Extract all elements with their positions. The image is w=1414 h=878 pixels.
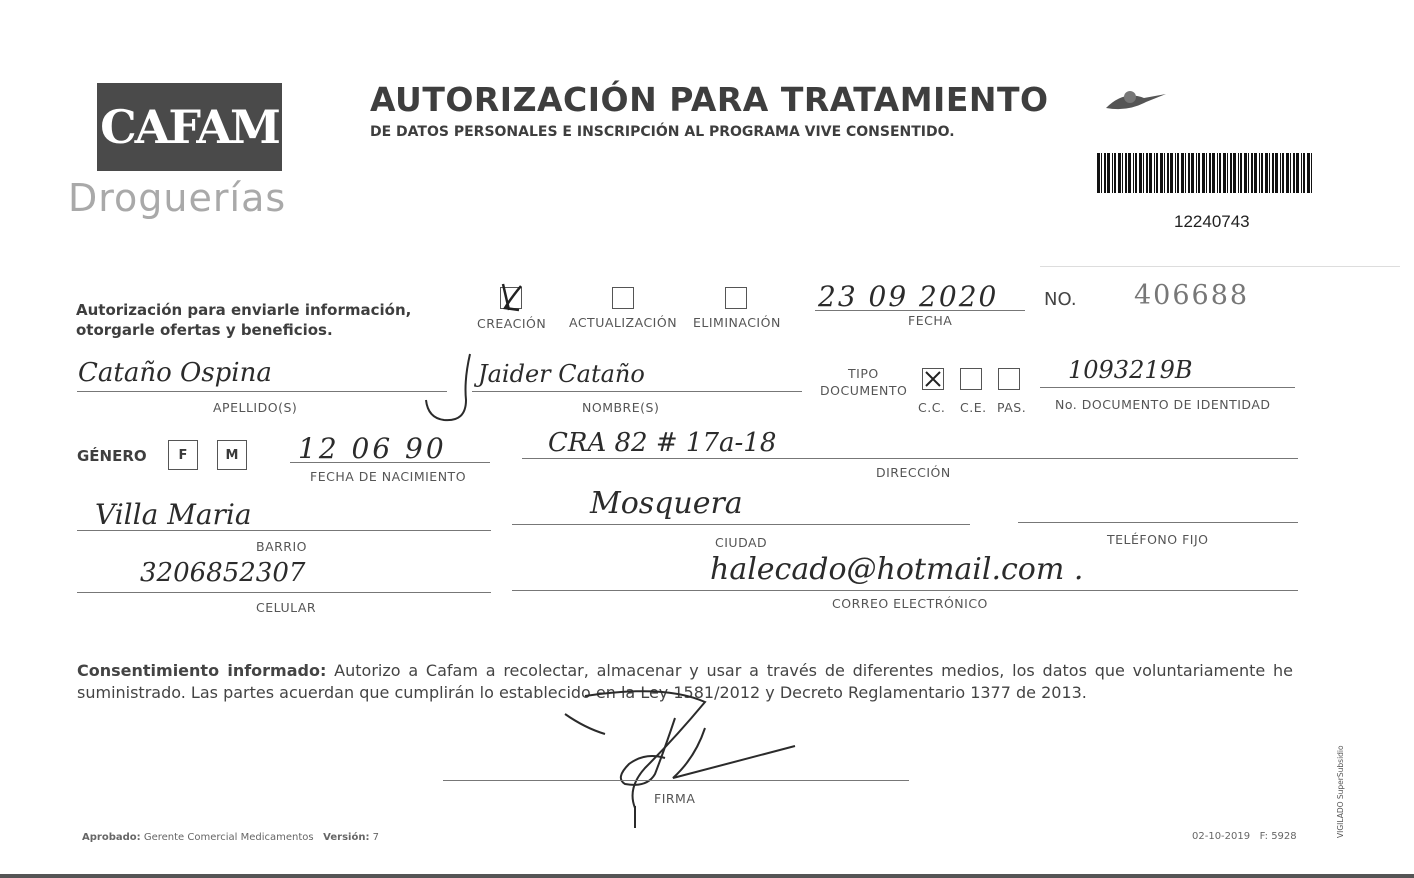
barcode-bar	[1101, 153, 1102, 193]
consent-bold: Consentimiento informado:	[77, 661, 327, 680]
barcode-bar	[1259, 153, 1260, 193]
barcode-bar	[1104, 153, 1106, 193]
nacimiento-label: FECHA DE NACIMIENTO	[310, 469, 467, 484]
ciudad-label: CIUDAD	[715, 535, 768, 550]
creacion-label: CREACIÓN	[477, 316, 547, 331]
barcode-bar	[1269, 153, 1270, 193]
barcode-bar	[1135, 153, 1137, 193]
ce-label: C.E.	[960, 400, 987, 415]
ciudad-value[interactable]: Mosquera	[590, 486, 743, 521]
telefono-line	[1018, 522, 1298, 523]
barcode-bar	[1296, 153, 1299, 193]
barcode-bar	[1265, 153, 1268, 193]
genero-m-checkbox[interactable]	[217, 440, 247, 470]
barcode-bar	[1301, 153, 1302, 193]
barcode-bar	[1272, 153, 1274, 193]
barcode-bar	[1185, 153, 1186, 193]
documento-value[interactable]: 1093219B	[1068, 356, 1193, 384]
ciudad-line	[512, 524, 970, 525]
apellidos-label: APELLIDO(S)	[213, 400, 298, 415]
barcode-bar	[1146, 153, 1148, 193]
barcode-icon	[1097, 153, 1315, 193]
tipo-label-1: TIPO	[848, 366, 879, 381]
barcode-bar	[1307, 153, 1310, 193]
eliminacion-label: ELIMINACIÓN	[693, 315, 781, 330]
check-mark-icon	[923, 369, 945, 391]
barcode-bar	[1238, 153, 1239, 193]
numero-label: NO.	[1044, 289, 1077, 310]
barcode-bar	[1202, 153, 1205, 193]
nombres-label: NOMBRE(S)	[582, 400, 660, 415]
barcode-bar	[1175, 153, 1176, 193]
barcode-bar	[1128, 153, 1131, 193]
logo-text: CAFAM	[100, 100, 279, 154]
barcode-bar	[1181, 153, 1184, 193]
direccion-line	[522, 458, 1298, 459]
barcode-bar	[1290, 153, 1291, 193]
actualizacion-label: ACTUALIZACIÓN	[569, 315, 678, 330]
eliminacion-checkbox[interactable]	[725, 287, 747, 309]
genero-f-label: F	[178, 447, 188, 463]
barcode-bar	[1240, 153, 1242, 193]
barcode-bar	[1254, 153, 1257, 193]
fecha-line	[815, 310, 1025, 311]
barcode-bar	[1125, 153, 1127, 193]
barcode-bar	[1230, 153, 1232, 193]
drogerias-wordmark: Droguerías	[68, 176, 287, 220]
barcode-bar	[1223, 153, 1226, 193]
fecha-label: FECHA	[908, 313, 953, 328]
barcode-bar	[1160, 153, 1163, 193]
vigilado-stamp	[1334, 718, 1346, 838]
direccion-value[interactable]: CRA 82 # 17a-18	[548, 428, 777, 458]
footer-form: F: 5928	[1259, 831, 1297, 842]
documento-label: No. DOCUMENTO DE IDENTIDAD	[1055, 397, 1271, 412]
barcode-bar	[1227, 153, 1228, 193]
barcode-bar	[1097, 153, 1100, 193]
barcode-bar	[1118, 153, 1121, 193]
footer-date-value: 02-10-2019	[1192, 831, 1251, 842]
barcode-number: 12240743	[1174, 212, 1250, 231]
barcode-bar	[1233, 153, 1236, 193]
barcode-bar	[1282, 153, 1284, 193]
barcode-bar	[1122, 153, 1123, 193]
barcode-bar	[1286, 153, 1289, 193]
cafam-logo	[97, 83, 282, 171]
creacion-checkbox[interactable]	[500, 287, 522, 309]
intro-line-1: Autorización para enviarle información,	[76, 301, 412, 319]
fecha-value[interactable]: 23 09 2020	[818, 280, 999, 313]
firma-line	[443, 780, 909, 781]
nacimiento-line	[290, 462, 490, 463]
celular-label: CELULAR	[256, 600, 317, 615]
version-value: 7	[372, 832, 380, 843]
check-mark-icon	[497, 280, 525, 314]
genero-label: GÉNERO	[77, 447, 147, 465]
barcode-bar	[1275, 153, 1278, 193]
form-subtitle: DE DATOS PERSONALES E INSCRIPCIÓN AL PROGRAMA VIVE CONSENTIDO.	[370, 124, 955, 140]
actualizacion-checkbox[interactable]	[612, 287, 634, 309]
apellidos-value[interactable]: Cataño Ospina	[78, 358, 272, 388]
barcode-bar	[1196, 153, 1197, 193]
handwriting-stroke	[420, 350, 480, 426]
barcode-bar	[1177, 153, 1179, 193]
barcode-bar	[1164, 153, 1165, 193]
barcode-bar	[1198, 153, 1200, 193]
barrio-line	[77, 530, 491, 531]
nacimiento-value[interactable]: 12 06 90	[298, 432, 447, 465]
barcode-bar	[1156, 153, 1158, 193]
barrio-value[interactable]: Villa Maria	[95, 498, 252, 531]
nombres-line	[472, 391, 802, 392]
telefono-label: TELÉFONO FIJO	[1107, 532, 1209, 547]
barcode-bar	[1167, 153, 1169, 193]
apellidos-line	[77, 391, 447, 392]
barcode-bar	[1114, 153, 1116, 193]
nombres-value[interactable]: Jaider Cataño	[478, 360, 645, 388]
barcode-bar	[1206, 153, 1207, 193]
barcode-bar	[1280, 153, 1281, 193]
barcode-bar	[1261, 153, 1263, 193]
celular-value[interactable]: 3206852307	[140, 558, 306, 588]
barcode-bar	[1293, 153, 1295, 193]
ce-checkbox[interactable]	[960, 368, 982, 390]
barcode-bar	[1219, 153, 1221, 193]
divider	[1040, 266, 1400, 267]
barcode-bar	[1107, 153, 1110, 193]
genero-f-checkbox[interactable]	[168, 440, 198, 470]
footer-aprobado	[82, 832, 379, 843]
correo-value[interactable]: halecado@hotmail.com .	[710, 552, 1084, 587]
form-title: AUTORIZACIÓN PARA TRATAMIENTO	[370, 80, 1049, 119]
barcode-bar	[1143, 153, 1144, 193]
barcode-bar	[1251, 153, 1253, 193]
cc-checkbox[interactable]	[922, 368, 944, 390]
pas-label: PAS.	[997, 400, 1027, 415]
documento-line	[1040, 387, 1295, 388]
version-label: Versión:	[323, 832, 370, 843]
cc-label: C.C.	[918, 400, 946, 415]
seal-icon	[1104, 86, 1168, 112]
signature-image	[555, 688, 805, 828]
form-number: 406688	[1134, 280, 1250, 311]
barcode-bar	[1149, 153, 1152, 193]
barcode-bar	[1191, 153, 1194, 193]
bottom-border	[0, 874, 1414, 878]
aprobado-label: Aprobado:	[82, 832, 141, 843]
intro-line-2: otorgarle ofertas y beneficios.	[76, 321, 333, 339]
direccion-label: DIRECCIÓN	[876, 465, 951, 480]
barcode-bar	[1244, 153, 1247, 193]
barcode-bar	[1311, 153, 1312, 193]
barcode-bar	[1212, 153, 1215, 193]
celular-line	[77, 592, 491, 593]
barcode-bar	[1133, 153, 1134, 193]
footer-date	[1192, 831, 1297, 842]
barcode-bar	[1170, 153, 1173, 193]
barcode-bar	[1112, 153, 1113, 193]
barcode-bar	[1209, 153, 1211, 193]
barrio-label: BARRIO	[256, 539, 308, 554]
barcode-bar	[1248, 153, 1249, 193]
barcode-bar	[1154, 153, 1155, 193]
barcode-bar	[1188, 153, 1190, 193]
pas-checkbox[interactable]	[998, 368, 1020, 390]
consent-text: Autorizo a Cafam a recolectar, almacenar y usar a través de diferentes medios, los datos que voluntariamente he suministrado. Las partes acuerdan que cumplirán lo establecido en la Ley 1581/2012 y Decreto Reglamentario 1377 de 2013.	[77, 661, 1293, 702]
tipo-label-2: DOCUMENTO	[820, 383, 908, 398]
correo-label: CORREO ELECTRÓNICO	[832, 596, 988, 611]
vigilado-text: VIGILADO SuperSubsidio	[1336, 745, 1345, 838]
genero-m-label: M	[225, 447, 239, 463]
barcode-bar	[1139, 153, 1142, 193]
barcode-bar	[1217, 153, 1218, 193]
barcode-bar	[1303, 153, 1305, 193]
aprobado-value: Gerente Comercial Medicamentos	[143, 832, 314, 843]
firma-label: FIRMA	[654, 791, 696, 806]
correo-line	[512, 590, 1298, 591]
